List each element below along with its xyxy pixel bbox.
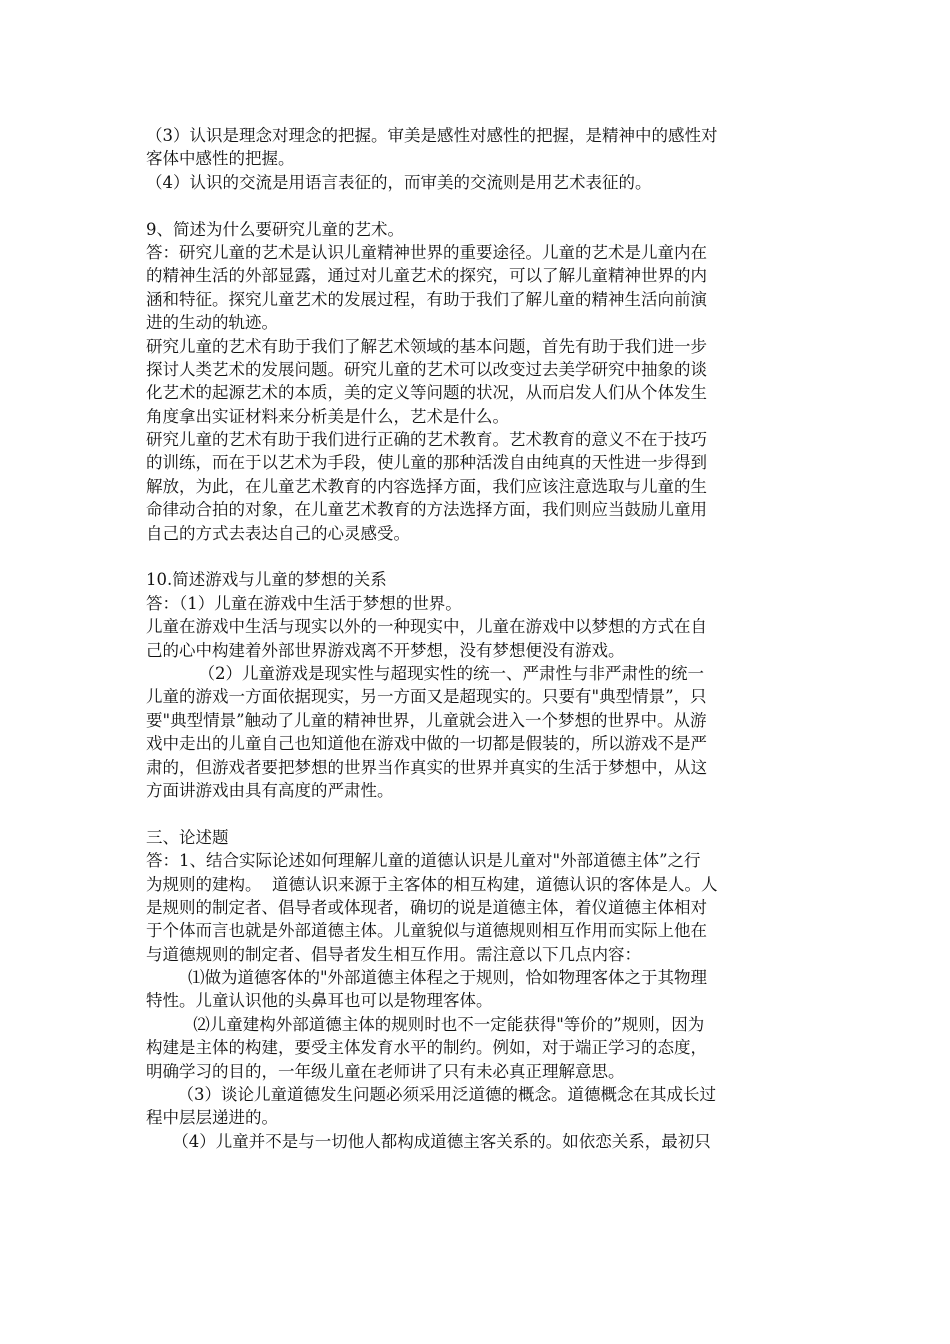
text-line: 研究儿童的艺术有助于我们进行正确的艺术教育。艺术教育的意义不在于技巧 (146, 430, 707, 450)
text-line: 戏中走出的儿童自己也知道他在游戏中做的一切都是假装的，所以游戏不是严 (146, 734, 707, 754)
text-line: 9、简述为什么要研究儿童的艺术。 (146, 219, 404, 239)
text-line: 为规则的建构。 道德认识来源于主客体的相互构建，道德认识的客体是人。人 (146, 874, 718, 894)
text-line: 明确学习的目的，一年级儿童在老师讲了只有未必真正理解意思。 (146, 1061, 625, 1081)
text-line: ⑵儿童建构外部道德主体的规则时也不一定能获得"等价的”规则，因为 (146, 1014, 705, 1034)
text-line: （4）认识的交流是用语言表征的，而审美的交流则是用艺术表征的。 (146, 172, 652, 192)
text-line: 涵和特征。探究儿童艺术的发展过程，有助于我们了解儿童的精神生活向前演 (146, 289, 707, 309)
text-line: 三、论述题 (146, 827, 229, 847)
text-line: 是规则的制定者、倡导者或体现者，确切的说是道德主体，着仪道德主体相对 (146, 897, 707, 917)
text-line: 的训练，而在于以艺术为手段，使儿童的那种活泼自由纯真的天性进一步得到 (146, 453, 707, 473)
text-line: 要"典型情景”触动了儿童的精神世界，儿童就会进入一个梦想的世界中。从游 (146, 710, 707, 730)
text-line: （3）谈论儿童道德发生问题必须采用泛道德的概念。道德概念在其成长过 (146, 1085, 716, 1105)
text-line: 答：研究儿童的艺术是认识儿童精神世界的重要途径。儿童的艺术是儿童内在 (146, 242, 707, 262)
text-line: ⑴做为道德客体的"外部道德主体程之于规则，恰如物理客体之于其物理 (146, 968, 708, 988)
text-line: 儿童在游戏中生活与现实以外的一种现实中，儿童在游戏中以梦想的方式在自 (146, 617, 707, 637)
text-line: 构建是主体的构建，要受主体发育水平的制约。例如，对于端正学习的态度， (146, 1038, 707, 1058)
text-line: 方面讲游戏由具有高度的严肃性。 (146, 780, 394, 800)
text-line: 自己的方式去表达自己的心灵感受。 (146, 523, 410, 543)
text-line: 化艺术的起源艺术的本质，美的定义等问题的状况，从而启发人们从个体发生 (146, 383, 707, 403)
text-line: （4）儿童并不是与一切他人都构成道德主客关系的。如依恋关系，最初只 (146, 1131, 711, 1151)
blank-line (146, 545, 818, 568)
text-line: 的精神生活的外部显露，通过对儿童艺术的探究，可以了解儿童精神世界的内 (146, 266, 707, 286)
text-line: 程中层层递进的。 (146, 1108, 278, 1128)
text-line: 客体中感性的把握。 (146, 149, 295, 169)
text-line: 于个体而言也就是外部道德主体。儿童貌似与道德规则相互作用而实际上他在 (146, 921, 707, 941)
text-line: 解放，为此，在儿童艺术教育的内容选择方面，我们应该注意选取与儿童的生 (146, 476, 707, 496)
text-line: 答：1、结合实际论述如何理解儿童的道德认识是儿童对"外部道德主体”之行 (146, 851, 701, 871)
text-line: 己的心中构建着外部世界游戏离不开梦想，没有梦想便没有游戏。 (146, 640, 625, 660)
document-body (146, 124, 818, 1153)
text-line: 研究儿童的艺术有助于我们了解艺术领域的基本问题，首先有助于我们进一步 (146, 336, 707, 356)
text-line: 儿童的游戏一方面依据现实，另一方面又是超现实的。只要有"典型情景”，只 (146, 687, 707, 707)
text-line: 命律动合拍的对象，在儿童艺术教育的方法选择方面，我们则应当鼓励儿童用 (146, 500, 707, 520)
text-line: 10.简述游戏与儿童的梦想的关系 (146, 570, 387, 590)
text-line: （3）认识是理念对理念的把握。审美是感性对感性的把握，是精神中的感性对 (146, 126, 718, 145)
text-line: 特性。儿童认识他的头鼻耳也可以是物理客体。 (146, 991, 493, 1011)
text-line: 进的生动的轨迹。 (146, 313, 278, 333)
blank-line (146, 194, 818, 217)
text-line: （2）儿童游戏是现实性与超现实性的统一、严肃性与非严肃性的统一 (146, 663, 704, 683)
text-line: 探讨人类艺术的发展问题。研究儿童的艺术可以改变过去美学研究中抽象的谈 (146, 359, 707, 379)
blank-line (146, 802, 818, 825)
text-line: 与道德规则的制定者、倡导者发生相互作用。需注意以下几点内容： (146, 944, 641, 964)
text-line: 答：（1）儿童在游戏中生活于梦想的世界。 (146, 593, 462, 613)
text-line: 肃的，但游戏者要把梦想的世界当作真实的世界并真实的生活于梦想中，从这 (146, 757, 707, 777)
text-line: 角度拿出实证材料来分析美是什么，艺术是什么。 (146, 406, 509, 426)
